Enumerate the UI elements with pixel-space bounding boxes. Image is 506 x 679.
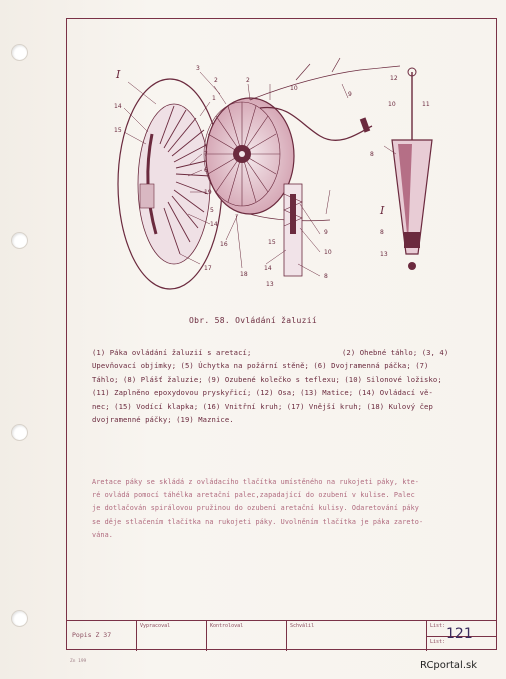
figure-label: I <box>380 204 385 217</box>
figure-label: 18 <box>240 271 248 278</box>
figure-label: 2 <box>246 77 250 84</box>
description-paragraph: Aretace páky se skládá z ovládacího tlačítka umístěného na rukojeti páky, kte- ré ovládá pomocí táhélka aretační palec,zapadající do ozubení v kulise. Palec je dotlačován spirálovou pružinou do ozubení aretační kulisy. Odaretování páky se děje stlačením tlačítka na rukojeti páky. Uvolněním tlačítka je páka zareto- vána. <box>92 478 424 539</box>
figure-label: I <box>116 68 121 81</box>
figure-label: 14 <box>264 265 272 272</box>
figure-label: 10 <box>290 85 298 92</box>
figure-label: 7 <box>204 151 208 158</box>
figure-label: 2 <box>214 77 218 84</box>
legend-text <box>92 346 474 426</box>
figure-label: 8 <box>324 273 328 280</box>
kontroloval-cell: Kontroloval <box>206 621 286 651</box>
figure-label: 15 <box>114 127 122 134</box>
legend-line: Táhlo; (8) Plášť žaluzie; (9) Ozubené kolečko s teflexu; (10) Silonové ložisko; <box>92 374 442 384</box>
punch-hole <box>11 610 28 627</box>
footnote: Zn 199 <box>70 659 87 664</box>
figure-label: 15 <box>268 239 276 246</box>
figure-label: 3 <box>196 65 200 72</box>
punch-hole <box>11 232 28 249</box>
page-number: 121 <box>446 626 473 642</box>
lever-assembly <box>392 68 432 270</box>
legend-line: dvojramenné páčky; (19) Maznice. <box>92 415 234 425</box>
title-block <box>66 620 497 650</box>
louver-control-diagram <box>100 44 448 294</box>
figure-caption: Obr. 58. Ovládání žaluzií <box>189 316 317 325</box>
watermark-text: RCportal.sk <box>420 660 478 671</box>
punch-hole <box>11 424 28 441</box>
figure-label: 8 <box>380 229 384 236</box>
list-cell: List: <box>426 621 497 636</box>
figure-label: 9 <box>348 91 352 98</box>
figure-label: 8 <box>370 151 374 158</box>
legend-line: (11) Zaplněno epoxydovou pryskyřicí; (12) Osa; (13) Matice; (14) Ovládací vě- <box>92 388 433 398</box>
figure-label: 13 <box>266 281 274 288</box>
legend-line: (1) Páka ovládání žaluzií s aretací; (2) Ohebné táhlo; (3, 4) <box>92 348 449 357</box>
figure-label: 10 <box>324 249 332 256</box>
bracket-detail <box>284 184 302 276</box>
list-cell: List: <box>426 636 497 651</box>
popis-cell: Popis Z 37 <box>72 631 112 639</box>
figure-label: 9 <box>324 229 328 236</box>
figure-label: 12 <box>390 75 398 82</box>
louver-ring-exploded <box>118 79 222 289</box>
figure-label: 10 <box>388 101 396 108</box>
figure-label: 14 <box>210 221 218 228</box>
figure-label: 14 <box>114 103 122 110</box>
figure-label: 1 <box>212 95 216 102</box>
figure-label: 13 <box>380 251 388 258</box>
punch-hole <box>11 44 28 61</box>
legend-line: Upevňovací objímky; (5) Úchytka na požární stěně; (6) Dvojramenná páčka; (7) <box>92 361 429 371</box>
schvalil-cell: Schválil <box>286 621 426 651</box>
legend-line: nec; (15) Vodící klapka; (16) Vnitřní kruh; (17) Vnější kruh; (18) Kulový čep <box>92 401 433 411</box>
vypracoval-cell: Vypracoval <box>136 621 206 651</box>
figure-label: 11 <box>422 101 430 108</box>
figure-label: 19 <box>204 189 212 196</box>
figure-label: 17 <box>204 265 212 272</box>
louver-disk <box>204 98 294 214</box>
figure-label: 6 <box>204 167 208 174</box>
figure-label: 5 <box>210 207 214 214</box>
figure-label: 16 <box>220 241 228 248</box>
